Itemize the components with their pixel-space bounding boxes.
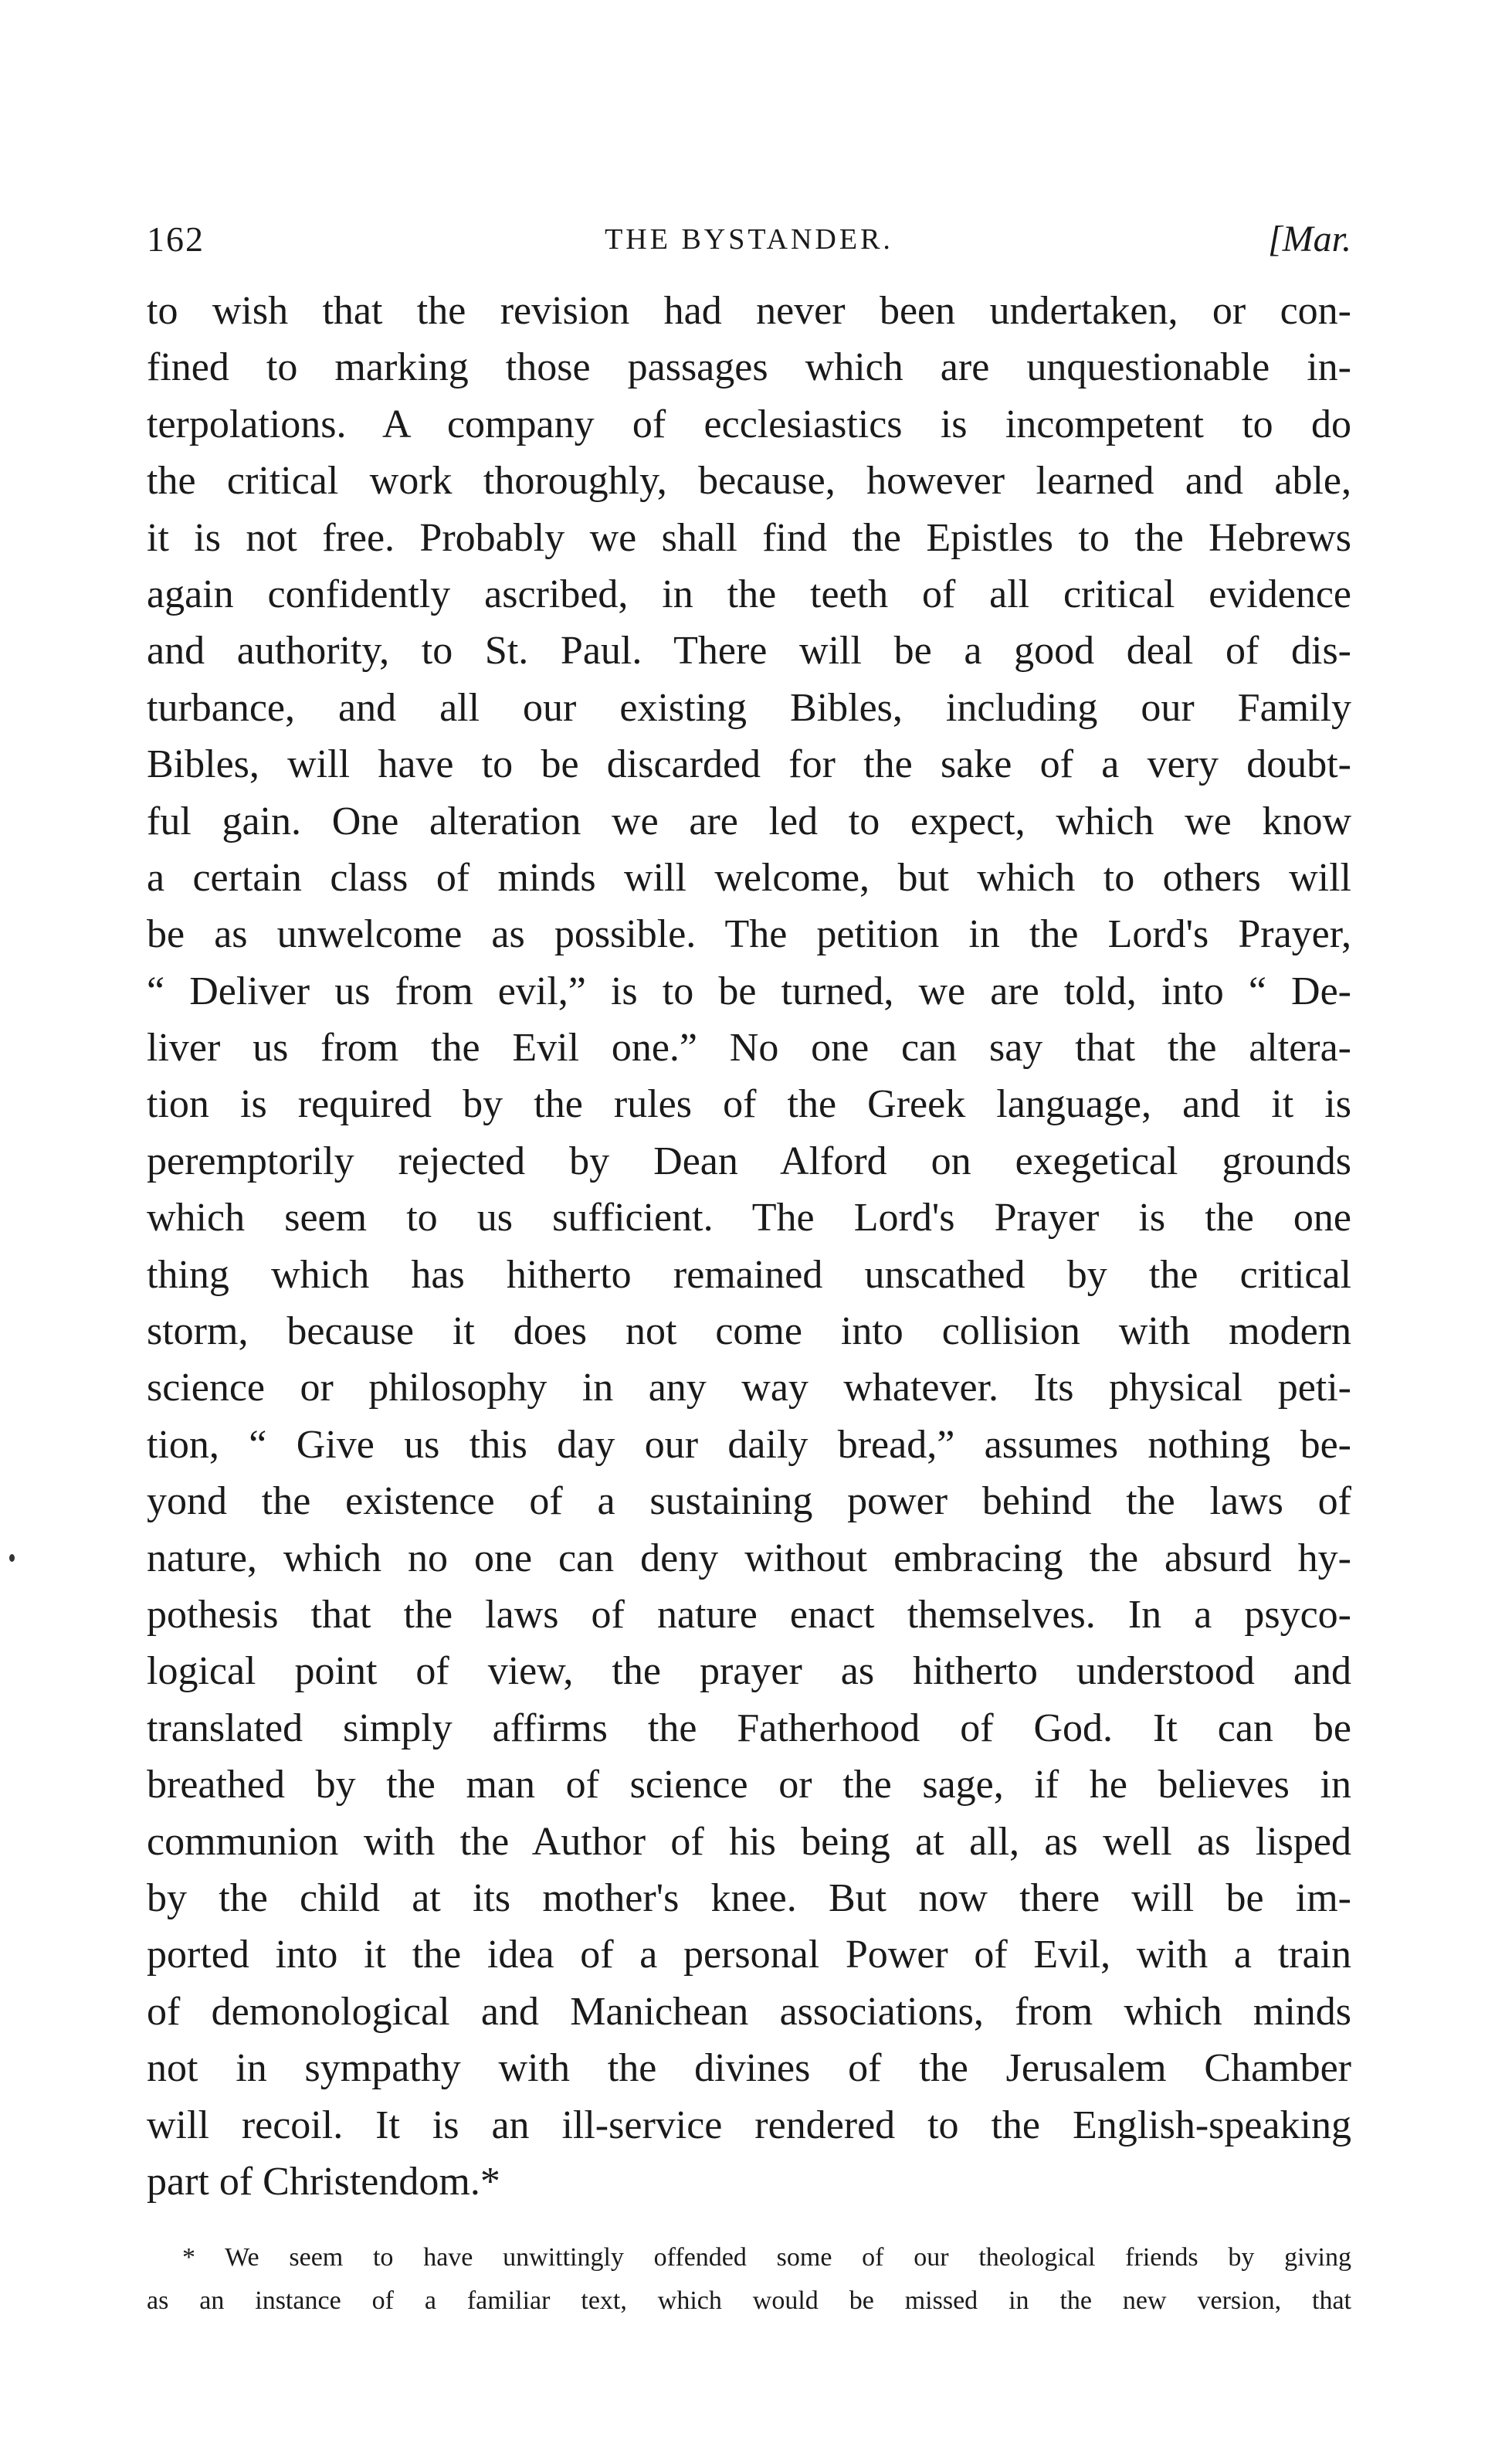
footnote xyxy=(147,2236,1351,2323)
body-line: which seem to us sufficient. The Lord's Prayer is the one xyxy=(147,1196,1351,1240)
body-line: “ Deliver us from evil,” is to be turned, we are told, into “ De- xyxy=(147,969,1351,1013)
body-line: breathed by the man of science or the sage, if he believes in xyxy=(147,1763,1351,1807)
body-line: turbance, and all our existing Bibles, including our Family xyxy=(147,685,1351,730)
body-line: again confidently ascribed, in the teeth of all critical evidence xyxy=(147,572,1351,616)
body-text xyxy=(147,283,1351,2210)
body-line: thing which has hitherto remained unscathed by the critical xyxy=(147,1252,1351,1297)
body-line: communion with the Author of his being at all, as well as lisped xyxy=(147,1819,1351,1864)
body-line: terpolations. A company of ecclesiastics is incompetent to do xyxy=(147,402,1351,446)
body-line: not in sympathy with the divines of the Jerusalem Chamber xyxy=(147,2046,1351,2091)
body-line: and authority, to St. Paul. There will be a good deal of dis- xyxy=(147,629,1351,674)
body-line: tion, “ Give us this day our daily bread,” assumes nothing be- xyxy=(147,1422,1351,1467)
body-line: pothesis that the laws of nature enact themselves. In a psyco- xyxy=(147,1592,1351,1637)
body-line: will recoil. It is an ill-service rendered to the English-speaking xyxy=(147,2103,1351,2147)
body-line: of demonological and Manichean associations, from which minds xyxy=(147,1989,1351,2034)
footnote-line: * We seem to have unwittingly offended some of our theological friends by giving xyxy=(182,2243,1351,2272)
body-line: Bibles, will have to be discarded for the sake of a very doubt- xyxy=(147,742,1351,787)
body-line: ported into it the idea of a personal Power of Evil, with a train xyxy=(147,1933,1351,1977)
page-number: 162 xyxy=(147,219,205,259)
running-month: [Mar. xyxy=(1267,219,1351,260)
body-line: it is not free. Probably we shall find the Epistles to the Hebrews xyxy=(147,515,1351,560)
body-line: peremptorily rejected by Dean Alford on exegetical grounds xyxy=(147,1139,1351,1183)
body-line: the critical work thoroughly, because, however learned and able, xyxy=(147,459,1351,504)
body-line: to wish that the revision had never been undertaken, or con- xyxy=(147,289,1351,333)
body-line: tion is required by the rules of the Greek language, and it is xyxy=(147,1082,1351,1127)
body-line: translated simply affirms the Fatherhood of God. It can be xyxy=(147,1705,1351,1750)
footnote-line: as an instance of a familiar text, which would be missed in the new version, that xyxy=(147,2286,1351,2316)
ink-speck xyxy=(9,1554,15,1562)
body-line: nature, which no one can deny without embracing the absurd hy- xyxy=(147,1536,1351,1580)
body-line: liver us from the Evil one.” No one can say that the altera- xyxy=(147,1026,1351,1071)
body-line: by the child at its mother's knee. But now there will be im- xyxy=(147,1875,1351,1920)
book-page xyxy=(147,209,1351,2323)
body-line: fined to marking those passages which are unquestionable in- xyxy=(147,345,1351,390)
body-line: logical point of view, the prayer as hitherto understood and xyxy=(147,1649,1351,1694)
body-line: ful gain. One alteration we are led to expect, which we know xyxy=(147,799,1351,843)
body-line: science or philosophy in any way whatever. Its physical peti- xyxy=(147,1366,1351,1410)
body-line: storm, because it does not come into collision with modern xyxy=(147,1309,1351,1354)
body-line: yond the existence of a sustaining power behind the laws of xyxy=(147,1479,1351,1524)
running-head xyxy=(147,209,1351,270)
running-title: THE BYSTANDER. xyxy=(605,223,893,256)
body-line: be as unwelcome as possible. The petition in the Lord's Prayer, xyxy=(147,912,1351,957)
body-line-last: part of Christendom.* xyxy=(147,2159,500,2204)
body-line: a certain class of minds will welcome, but which to others will xyxy=(147,855,1351,900)
